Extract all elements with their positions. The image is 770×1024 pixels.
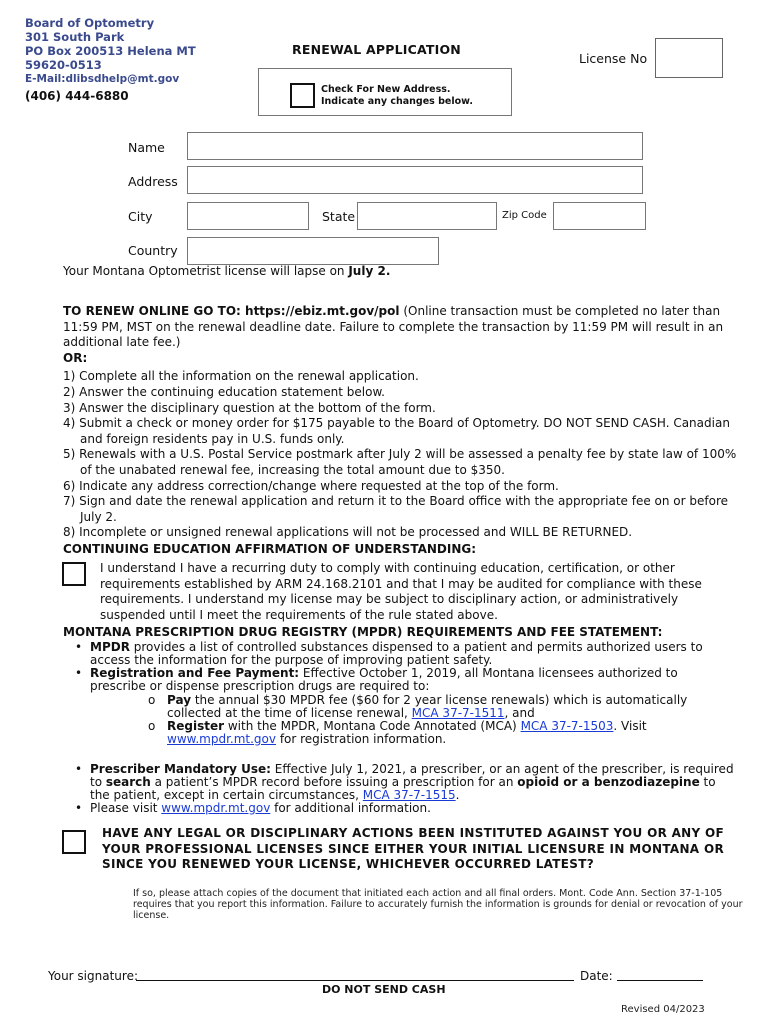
mpdr-subitem-end: , and: [504, 706, 535, 720]
mpdr-subitem-mid: . Visit: [613, 719, 647, 733]
online-renewal-text: (Online transaction must be completed no later than 11:59 PM, MST on the renewal deadline date. Failure to complete the transaction by 11:59 PM will result in an additional late fee.): [63, 304, 724, 350]
signature-label: Your signature:: [48, 969, 138, 983]
mca-1511-link[interactable]: MCA 37-7-1511: [411, 706, 505, 720]
mpdr-info-link[interactable]: www.mpdr.mt.gov: [161, 801, 271, 815]
mpdr-bullet-bold: MPDR: [90, 640, 130, 654]
ce-heading: CONTINUING EDUCATION AFFIRMATION OF UNDERSTANDING:: [63, 541, 477, 556]
form-title: RENEWAL APPLICATION: [292, 42, 461, 57]
mpdr-bullet-text: Effective July 1, 2021, a prescriber, or an agent of the prescriber, is required to: [90, 762, 734, 789]
lapse-text: Your Montana Optometrist license will lapse on: [63, 264, 349, 278]
mpdr-bullet-end: for additional information.: [270, 801, 431, 815]
step-item: 7) Sign and date the renewal application and return it to the Board office with the appropriate fee on or before July 2.: [63, 494, 728, 524]
state-label: State: [322, 209, 356, 224]
board-email: E-Mail:dlibsdhelp@mt.gov: [25, 73, 180, 85]
city-label: City: [128, 209, 153, 224]
address-field[interactable]: [187, 166, 643, 194]
mpdr-heading: MONTANA PRESCRIPTION DRUG REGISTRY (MPDR) REQUIREMENTS AND FEE STATEMENT:: [63, 625, 663, 639]
renewal-instructions: [63, 304, 745, 558]
revision-date: Revised 04/2023: [621, 1004, 705, 1015]
mpdr-subitem-text: with the MPDR, Montana Code Annotated (MCA): [224, 719, 521, 733]
ce-affirmation-checkbox[interactable]: [62, 562, 86, 586]
board-address-block: [25, 16, 196, 103]
mpdr-bullet-text: Effective October 1, 2019, all Montana licensees authorized to prescribe or dispense prescription drugs are required to:: [90, 666, 678, 693]
mpdr-website-link[interactable]: www.mpdr.mt.gov: [167, 732, 276, 746]
step-item: 2) Answer the continuing education statement below.: [63, 384, 385, 399]
mpdr-bullet: • Prescriber Mandatory Use: Effective July 1, 2021, a prescriber, or an agent of the prescriber, is required to search a patient’s MPDR record before issuing a prescription for an opioid or a benzodiazepine to the patient, except in certain circumstances, MCA 37-7-1515.: [75, 762, 734, 802]
step-item: 6) Indicate any address correction/change where requested at the top of the form.: [63, 478, 559, 493]
zip-label: Zip Code: [502, 210, 547, 221]
lapse-date: July 2.: [348, 264, 391, 278]
mpdr-bullet-text: provides a list of controlled substances dispensed to a patient and permits authorized users to access the information for the purpose of improving patient safety.: [90, 640, 703, 667]
license-number-field[interactable]: [655, 38, 723, 78]
steps-list: [63, 369, 745, 541]
step-item: 3) Answer the disciplinary question at the bottom of the form.: [63, 400, 436, 415]
date-line[interactable]: [617, 980, 703, 981]
ce-affirmation-text: I understand I have a recurring duty to comply with continuing education, certification, or other requirements established by ARM 24.168.2101 and that I may be audited for compliance with these requirements. I understand my license may be subject to disciplinary action, or administratively suspended until I meet the requirements of the rule stated above.: [100, 561, 702, 622]
board-zip: 59620-0513: [25, 58, 102, 72]
new-address-checkbox[interactable]: [290, 83, 315, 108]
mpdr-subitem: o Pay the annual $30 MPDR fee ($60 for 2 year license renewals) which is automatically collected at the time of license renewal, MCA 37-7-1511, and: [148, 693, 688, 720]
name-field[interactable]: [187, 132, 643, 160]
new-address-line1: Check For New Address.: [321, 84, 451, 95]
mpdr-bullet-bold: Registration and Fee Payment:: [90, 666, 300, 680]
new-address-instructions: [321, 84, 473, 108]
board-phone: (406) 444-6880: [25, 89, 129, 103]
disciplinary-question: HAVE ANY LEGAL OR DISCIPLINARY ACTIONS BEEN INSTITUTED AGAINST YOU OR ANY OF YOUR PROFESSIONAL LICENSES SINCE EITHER YOUR INITIAL LICENSURE IN MONTANA OR SINCE YOU RENEWED YOUR LICENSE, WHICHEVER OCCURRED LATEST?: [102, 826, 724, 872]
mpdr-subitem-text: the annual $30 MPDR fee ($60 for 2 year license renewals) which is automatically collected at the time of license renewal,: [167, 693, 688, 720]
board-name: Board of Optometry: [25, 16, 155, 30]
new-address-line2: Indicate any changes below.: [321, 96, 473, 107]
disciplinary-note: If so, please attach copies of the document that initiated each action and all final orders. Mont. Code Ann. Section 37-1-105 requires that you report this information. Failure to accurately furnish the information is grounds for denial or revocation of your license.: [133, 888, 743, 921]
mpdr-bullet-text: a patient’s MPDR record before issuing a prescription for an: [150, 775, 518, 789]
mpdr-bullet-text: to the patient, except in certain circumstances,: [90, 775, 716, 802]
address-label: Address: [128, 174, 178, 189]
mpdr-subitem-bold: Register: [167, 719, 225, 733]
mpdr-subitem-end: for registration information.: [276, 732, 447, 746]
mca-1503-link[interactable]: MCA 37-7-1503: [520, 719, 614, 733]
step-item: 1) Complete all the information on the renewal application.: [63, 369, 419, 384]
lapse-notice: [63, 264, 390, 278]
state-field[interactable]: [357, 202, 497, 230]
do-not-send-cash: DO NOT SEND CASH: [322, 983, 446, 996]
online-renewal-paragraph: [63, 304, 745, 351]
mpdr-sublist: [72, 694, 737, 746]
date-label: Date:: [580, 969, 613, 983]
city-field[interactable]: [187, 202, 309, 230]
country-label: Country: [128, 243, 178, 258]
mpdr-bullet-bold: Prescriber Mandatory Use:: [90, 762, 271, 776]
mpdr-subitem: o Register with the MPDR, Montana Code Annotated (MCA) MCA 37-7-1503. Visit www.mpdr.mt.gov for registration information.: [148, 719, 647, 746]
board-street: 301 South Park: [25, 30, 125, 44]
mca-1515-link[interactable]: MCA 37-7-1515: [362, 788, 456, 802]
mpdr-subitem-bold: Pay: [167, 693, 192, 707]
zip-field[interactable]: [553, 202, 646, 230]
mpdr-bullet-bold: search: [105, 775, 151, 789]
mpdr-bullet-text: Please visit: [90, 801, 162, 815]
step-item: 8) Incomplete or unsigned renewal applications will not be processed and WILL BE RETURNED.: [63, 525, 633, 540]
mpdr-bullet-end: .: [455, 788, 460, 802]
signature-line[interactable]: [136, 980, 574, 981]
step-item: 5) Renewals with a U.S. Postal Service postmark after July 2 will be assessed a penalty fee by state law of 100% of the unabated renewal fee, increasing the total amount due to $350.: [63, 447, 737, 477]
mpdr-section: [72, 641, 737, 815]
mpdr-bullet-bold: opioid or a benzodiazepine: [517, 775, 700, 789]
or-label: OR:: [63, 350, 88, 365]
mpdr-bullet: • Registration and Fee Payment: Effective October 1, 2019, all Montana licensees authorized to prescribe or dispense prescription drugs are required to:: [75, 666, 678, 693]
country-field[interactable]: [187, 237, 439, 265]
disciplinary-checkbox[interactable]: [62, 830, 86, 854]
mpdr-bullet: • Please visit www.mpdr.mt.gov for additional information.: [75, 801, 431, 815]
step-item: 4) Submit a check or money order for $175 payable to the Board of Optometry. DO NOT SEND CASH. Canadian and foreign residents pay in U.S. funds only.: [63, 416, 730, 446]
online-renewal-link[interactable]: TO RENEW ONLINE GO TO: https://ebiz.mt.gov/pol: [63, 304, 400, 318]
mpdr-bullet: • MPDR provides a list of controlled substances dispensed to a patient and permits authorized users to access the information for the purpose of improving patient safety.: [75, 640, 703, 667]
board-pobox: PO Box 200513 Helena MT: [25, 44, 196, 58]
name-label: Name: [128, 140, 165, 155]
license-number-label: License No: [579, 51, 648, 66]
